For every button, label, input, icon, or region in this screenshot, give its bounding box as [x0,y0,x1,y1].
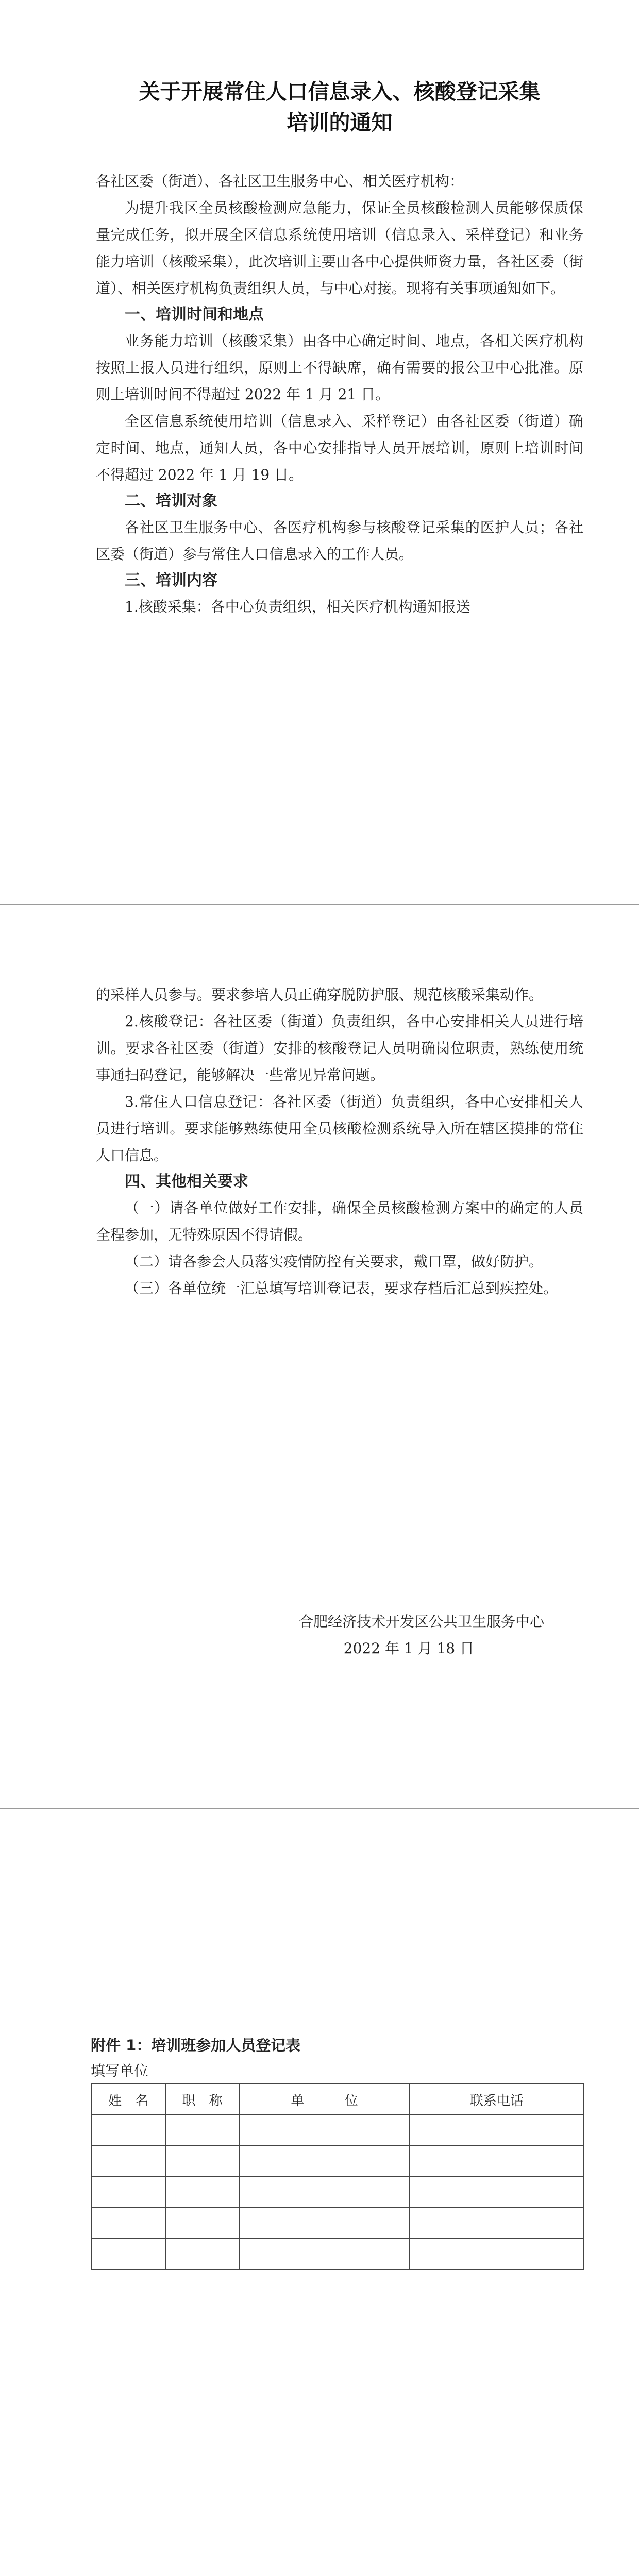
table-row [91,2177,584,2208]
section3-item1-continued: 的采样人员参与。要求参培人员正确穿脱防护服、规范核酸采集动作。 [96,986,544,1003]
signoff-date: 2022 年 1 月 18 日 [343,1640,474,1657]
signoff-block [96,1608,544,1662]
table-row [91,2146,584,2177]
table-cell-phone[interactable] [410,2177,584,2208]
section2-heading: 二、培训对象 [125,492,217,510]
table-cell-name[interactable] [91,2115,165,2146]
section3-heading: 三、培训内容 [125,571,217,589]
table-cell-phone[interactable] [410,2208,584,2239]
section4-heading: 四、其他相关要求 [125,1173,248,1191]
section4-item3: （三）各单位统一汇总填写培训登记表，要求存档后汇总到疾控处。 [125,1280,558,1297]
column-header-phone: 联系电话 [410,2084,584,2115]
attachment-title: 附件 1：培训班参加人员登记表 [91,2037,301,2054]
table-header-row [91,2084,584,2115]
table-cell-title[interactable] [165,2208,239,2239]
notice-body-page1 [96,168,583,620]
page-3 [0,1809,639,2576]
section2-paragraph1: 各社区卫生服务中心、各医疗机构参与核酸登记采集的医护人员；各社区委（街道）参与常住人口信息录入的工作人员。 [96,519,583,563]
table-cell-unit[interactable] [239,2115,410,2146]
table-cell-name[interactable] [91,2208,165,2239]
table-cell-name[interactable] [91,2177,165,2208]
notice-title-line2: 培训的通知 [287,110,393,135]
section1-paragraph2: 全区信息系统使用培训（信息录入、采样登记）由各社区委（街道）确定时间、地点，通知人员，各中心安排指导人员开展培训，原则上培训时间不得超过 2022 年 1 月 19 日。 [96,413,583,483]
section4-item2: （二）请各参会人员落实疫情防控有关要求，戴口罩，做好防护。 [125,1253,544,1270]
table-cell-unit[interactable] [239,2239,410,2269]
section1-paragraph1: 业务能力培训（核酸采集）由各中心确定时间、地点，各相关医疗机构按照上报人员进行组织，原则上不得缺席，确有需要的报公卫中心批准。原则上培训时间不得超过 2022 年 1 月 21 日。 [96,332,583,403]
table-cell-title[interactable] [165,2146,239,2177]
table-cell-phone[interactable] [410,2239,584,2269]
column-header-name: 姓 名 [91,2084,165,2115]
page-2 [0,905,639,1808]
table-row [91,2208,584,2239]
signoff-organization: 合肥经济技术开发区公共卫生服务中心 [298,1613,544,1630]
table-cell-unit[interactable] [239,2177,410,2208]
section1-heading: 一、培训时间和地点 [125,306,264,324]
table-body [91,2115,584,2269]
table-cell-title[interactable] [165,2177,239,2208]
table-cell-phone[interactable] [410,2115,584,2146]
table-cell-unit[interactable] [239,2146,410,2177]
page-1 [0,0,639,904]
fill-unit-label: 填写单位 [91,2062,149,2079]
attachment-block [91,2034,585,2270]
notice-body-page2 [96,981,583,1302]
intro-paragraph: 为提升我区全员核酸检测应急能力，保证全员核酸检测人员能够保质保量完成任务，拟开展全区信息系统使用培训（信息录入、采样登记）和业务能力培训（核酸采集），此次培训主要由各中心提供师资力量，各社区委（街道）、相关医疗机构负责组织人员，与中心对接。现将有关事项通知如下。 [96,199,583,297]
table-cell-name[interactable] [91,2146,165,2177]
notice-title-line1: 关于开展常住人口信息录入、核酸登记采集 [139,79,541,104]
table-cell-title[interactable] [165,2239,239,2269]
column-header-title: 职 称 [165,2084,239,2115]
section3-item3: 3.常住人口信息登记：各社区委（街道）负责组织，各中心安排相关人员进行培训。要求能够熟练使用全员核酸检测系统导入所在辖区摸排的常住人口信息。 [96,1093,583,1164]
section3-item1-start: 1.核酸采集：各中心负责组织，相关医疗机构通知报送 [125,598,470,615]
table-cell-title[interactable] [165,2115,239,2146]
table-cell-name[interactable] [91,2239,165,2269]
column-header-unit: 单 位 [239,2084,410,2115]
notice-header [96,76,583,138]
table-cell-unit[interactable] [239,2208,410,2239]
table-row [91,2239,584,2269]
section4-item1: （一）请各单位做好工作安排，确保全员核酸检测方案中的确定的人员全程参加，无特殊原因不得请假。 [96,1199,583,1243]
table-cell-phone[interactable] [410,2146,584,2177]
registration-table [91,2083,584,2270]
section3-item2: 2.核酸登记：各社区委（街道）负责组织，各中心安排相关人员进行培训。要求各社区委（街道）安排的核酸登记人员明确岗位职责，熟练使用统事通扫码登记，能够解决一些常见异常问题。 [96,1013,583,1083]
addressee: 各社区委（街道）、各社区卫生服务中心、相关医疗机构： [96,173,464,190]
table-row [91,2115,584,2146]
